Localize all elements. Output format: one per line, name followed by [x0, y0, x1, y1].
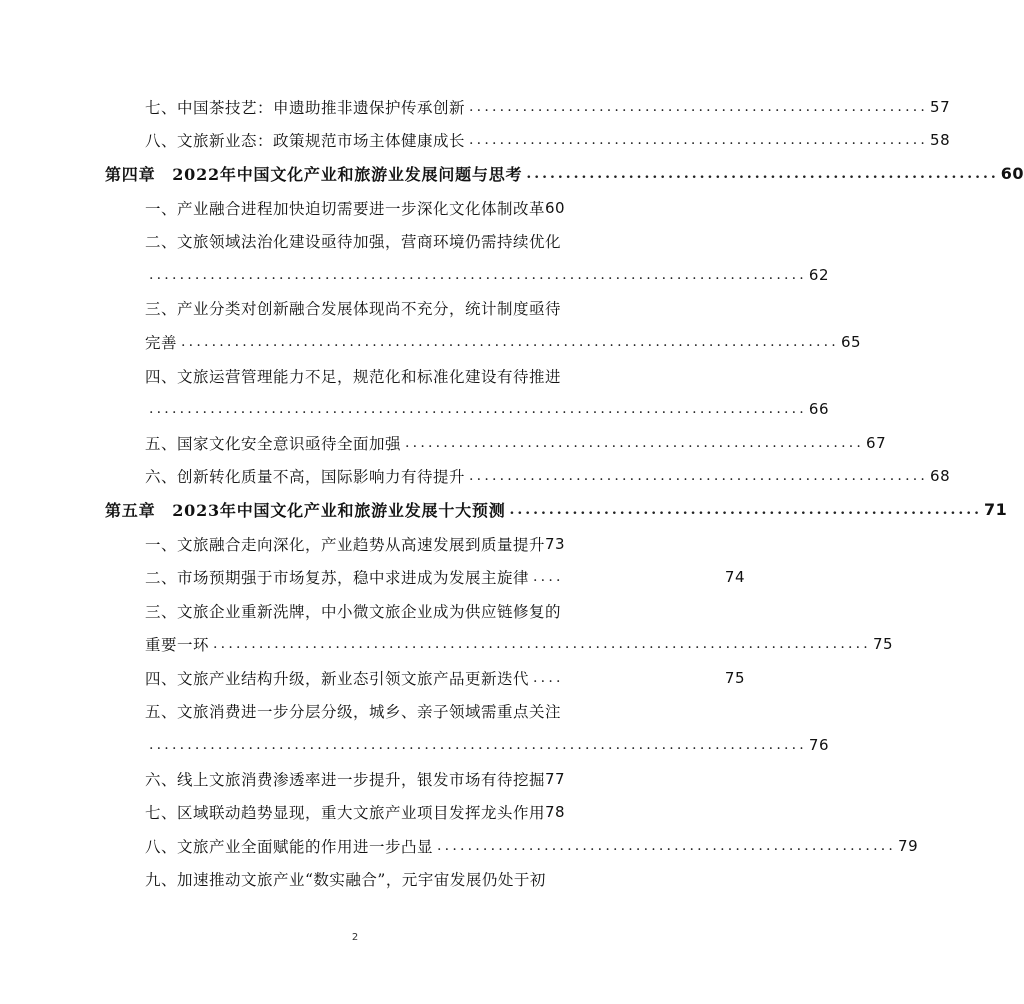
toc-chapter-entry[interactable] [0, 493, 1008, 527]
toc-entry-title: 六、线上文旅消费渗透率进一步提升，银发市场有待挖掘 [145, 770, 546, 789]
toc-leader-dots: ............................................................ [405, 434, 865, 451]
toc-page-number: 79 [898, 836, 919, 855]
toc-leader-dots: ...................................................................................... [181, 333, 839, 350]
toc-leader-dots: ...................................................................................... [149, 401, 807, 418]
toc-entry-continuation[interactable] [0, 728, 830, 762]
toc-entry[interactable] [0, 527, 745, 561]
toc-page-number: 66 [808, 400, 830, 419]
toc-page-number: 74 [724, 568, 745, 587]
toc-chapter-entry[interactable] [0, 157, 1024, 191]
toc-entry-title: 七、中国茶技艺：申遗助推非遗保护传承创新 [145, 98, 466, 117]
page-number: 2 [351, 932, 359, 943]
toc-leader-dots: ............................................................ [469, 468, 929, 485]
toc-entry-title-continued: 完善 [145, 333, 178, 352]
toc-page-number: 68 [930, 467, 951, 486]
toc-entry-title: 三、产业分类对创新融合发展体现尚不充分，统计制度亟待 [145, 300, 562, 319]
toc-leader-dots: ............................................................ [526, 165, 999, 182]
toc-chapter-title: 第五章 2023年中国文化产业和旅游业发展十大预测 [105, 501, 506, 521]
toc-page-number: 67 [866, 433, 887, 452]
toc-entry[interactable] [0, 695, 745, 729]
toc-leader-dots: .... [533, 569, 564, 586]
toc-entry-title: 六、创新转化质量不高，国际影响力有待提升 [145, 468, 466, 487]
toc-entry[interactable] [0, 795, 745, 829]
toc-page-number: 75 [872, 635, 894, 654]
toc-page-number: 62 [808, 265, 830, 284]
toc-entry[interactable] [0, 292, 745, 326]
toc-entry[interactable] [0, 863, 745, 897]
toc-entry-continuation[interactable] [0, 258, 830, 292]
toc-entry[interactable] [0, 124, 951, 158]
toc-entry[interactable] [0, 426, 887, 460]
toc-entry[interactable] [0, 661, 745, 695]
toc-leader-dots: ............................................................ [469, 98, 929, 115]
toc-entry-title: 一、产业融合进程加快迫切需要进一步深化文化体制改革 [145, 199, 546, 218]
toc-page-number: 71 [984, 500, 1008, 520]
toc-entry-title: 四、文旅运营管理能力不足，规范化和标准化建设有待推进 [145, 367, 562, 386]
toc-page-number: 65 [840, 332, 862, 351]
toc-entry-continuation[interactable] [0, 392, 830, 426]
toc-leader-dots: ...................................................................................... [149, 266, 807, 283]
toc-entry-title: 九、加速推动文旅产业“数实融合”，元宇宙发展仍处于初 [145, 871, 546, 890]
toc-page-number: 60 [1000, 164, 1024, 184]
toc-page-number: 77 [545, 769, 566, 788]
toc-entry-title: 一、文旅融合走向深化，产业趋势从高速发展到质量提升 [145, 535, 546, 554]
toc-entry[interactable] [0, 829, 919, 863]
toc-leader-dots: ...................................................................................... [149, 737, 807, 754]
toc-entry[interactable] [0, 560, 745, 594]
toc-leader-dots: ............................................................ [509, 501, 982, 518]
toc-leader-dots: .... [533, 669, 564, 686]
toc-leader-dots: ............................................................ [437, 837, 897, 854]
toc-entry-title: 八、文旅新业态：政策规范市场主体健康成长 [145, 132, 466, 151]
toc-leader-dots: ...................................................................................... [213, 636, 871, 653]
toc-page-number: 78 [545, 803, 566, 822]
toc-entry-continuation[interactable] [0, 325, 862, 359]
toc-entry-title: 五、文旅消费进一步分层分级，城乡、亲子领域需重点关注 [145, 703, 562, 722]
toc-page-number: 76 [808, 736, 830, 755]
toc-entry-continuation[interactable] [0, 628, 894, 662]
toc-entry[interactable] [0, 191, 745, 225]
toc-entry-title: 八、文旅产业全面赋能的作用进一步凸显 [145, 837, 434, 856]
toc-entry-title: 二、市场预期强于市场复苏，稳中求进成为发展主旋律 [145, 569, 530, 588]
toc-page-number: 75 [724, 668, 745, 687]
toc-page-number: 58 [930, 131, 951, 150]
table-of-contents [0, 90, 1024, 896]
toc-chapter-title: 第四章 2022年中国文化产业和旅游业发展问题与思考 [105, 165, 523, 185]
toc-entry[interactable] [0, 594, 745, 628]
toc-entry-title: 二、文旅领域法治化建设亟待加强，营商环境仍需持续优化 [145, 233, 562, 252]
toc-entry-title: 七、区域联动趋势显现，重大文旅产业项目发挥龙头作用 [145, 804, 546, 823]
toc-page-number: 73 [545, 534, 566, 553]
toc-entry[interactable] [0, 224, 745, 258]
toc-entry-title: 五、国家文化安全意识亟待全面加强 [145, 434, 402, 453]
toc-entry[interactable] [0, 460, 951, 494]
toc-entry-title: 四、文旅产业结构升级，新业态引领文旅产品更新迭代 [145, 669, 530, 688]
toc-entry-title-continued: 重要一环 [145, 636, 210, 655]
toc-entry[interactable] [0, 90, 951, 124]
toc-entry-title: 三、文旅企业重新洗牌，中小微文旅企业成为供应链修复的 [145, 602, 562, 621]
toc-entry[interactable] [0, 762, 745, 796]
toc-entry[interactable] [0, 359, 745, 393]
toc-leader-dots: ............................................................ [469, 132, 929, 149]
toc-page-number: 60 [545, 198, 566, 217]
toc-page-number: 57 [930, 97, 951, 116]
